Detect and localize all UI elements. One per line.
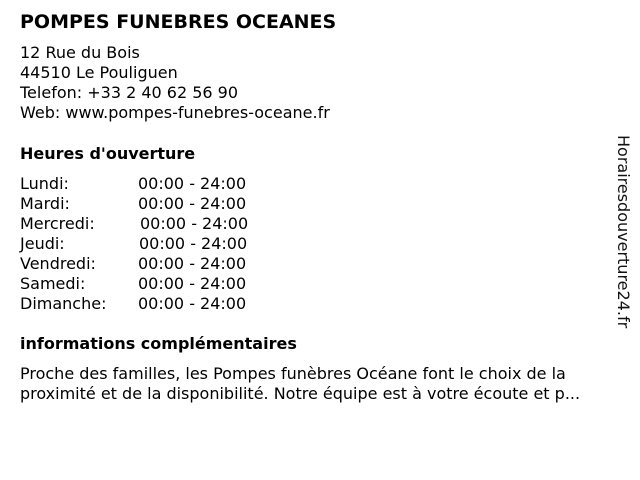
hours-row-monday	[20, 174, 280, 194]
hours-row-saturday	[20, 274, 280, 294]
opening-hours-list	[20, 174, 280, 314]
day-label: Lundi:	[20, 174, 69, 193]
description-line: proximité et de la disponibilité. Notre équipe est à votre écoute et p...	[20, 384, 581, 403]
business-description	[20, 364, 630, 404]
day-label: Samedi:	[20, 274, 86, 293]
opening-hours-heading: Heures d'ouverture	[20, 144, 196, 163]
day-label: Vendredi:	[20, 254, 96, 273]
day-hours: 00:00 - 24:00	[138, 274, 247, 293]
hours-row-wednesday	[20, 214, 280, 234]
postal-city: 44510 Le Pouliguen	[20, 63, 178, 82]
day-label: Mercredi:	[20, 214, 95, 233]
day-label: Mardi:	[20, 194, 70, 213]
day-hours: 00:00 - 24:00	[139, 234, 248, 253]
watermark-text: Horairesdouverture24.fr	[614, 135, 633, 329]
day-hours: 00:00 - 24:00	[138, 194, 247, 213]
hours-row-friday	[20, 254, 280, 274]
day-hours: 00:00 - 24:00	[138, 174, 247, 193]
day-hours: 00:00 - 24:00	[138, 294, 247, 313]
contact-block	[20, 43, 330, 123]
description-line: Proche des familles, les Pompes funèbres Océane font le choix de la	[20, 364, 566, 383]
phone-number: Telefon: +33 2 40 62 56 90	[20, 83, 239, 102]
day-hours: 00:00 - 24:00	[138, 254, 247, 273]
business-name: POMPES FUNEBRES OCEANES	[20, 11, 337, 33]
site-watermark	[611, 135, 635, 345]
street-address: 12 Rue du Bois	[20, 43, 140, 62]
hours-row-sunday	[20, 294, 280, 314]
day-hours: 00:00 - 24:00	[140, 214, 249, 233]
additional-info-heading: informations complémentaires	[20, 334, 297, 353]
hours-row-tuesday	[20, 194, 280, 214]
website: Web: www.pompes-funebres-oceane.fr	[20, 103, 330, 122]
day-label: Jeudi:	[20, 234, 65, 253]
day-label: Dimanche:	[20, 294, 107, 313]
hours-row-thursday	[20, 234, 280, 254]
